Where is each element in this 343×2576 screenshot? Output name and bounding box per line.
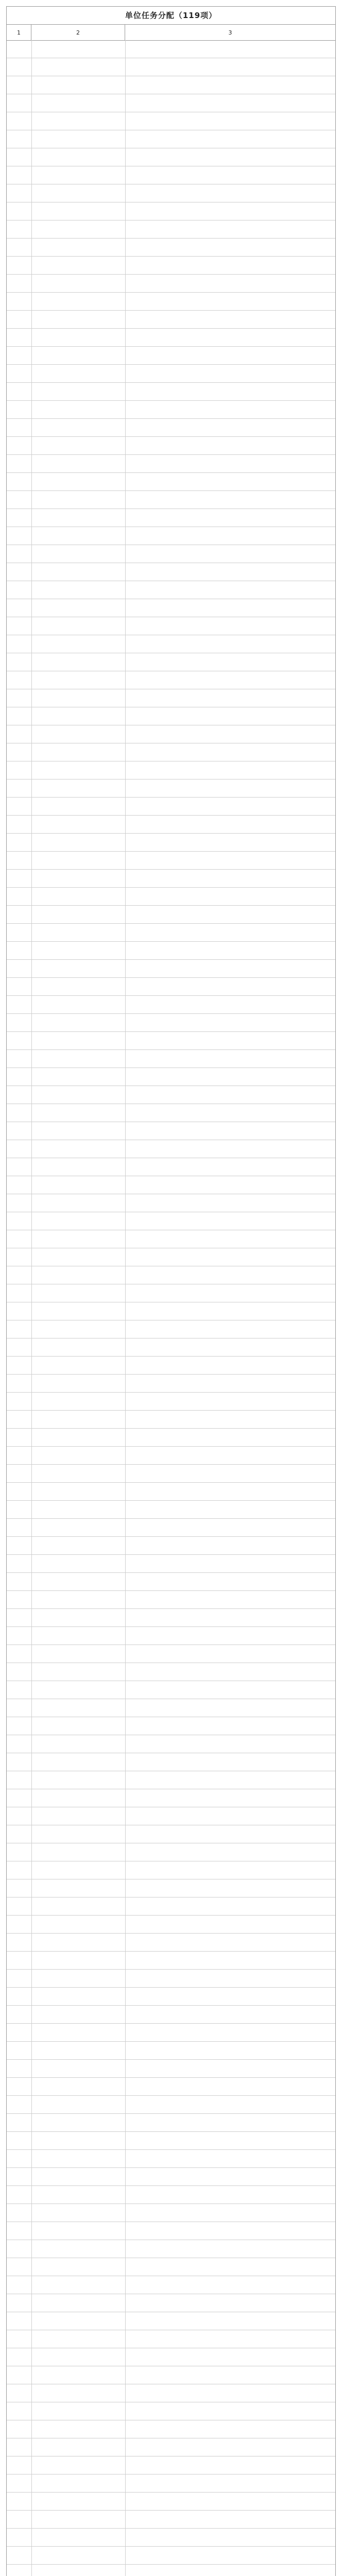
document-title: 单位任务分配（119项） — [7, 7, 335, 25]
table-header-row — [7, 25, 335, 41]
column-divider-1 — [31, 40, 32, 2576]
header-cell-3: 3 — [228, 29, 232, 36]
column-divider-2 — [125, 40, 126, 2576]
task-allocation-document — [6, 6, 336, 2576]
table-body-grid — [7, 40, 335, 2576]
header-cell-2: 2 — [31, 25, 125, 40]
header-cell-1: 1 — [7, 25, 31, 40]
